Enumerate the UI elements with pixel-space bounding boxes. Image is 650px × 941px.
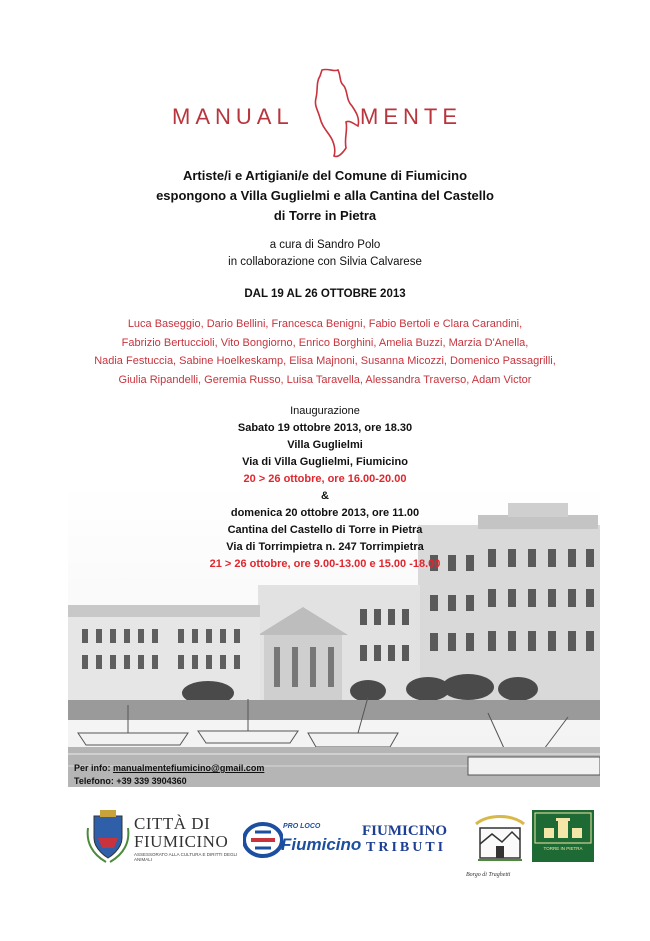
exhibition-dates: DAL 19 AL 26 OTTOBRE 2013 bbox=[244, 288, 406, 300]
title-line: Artiste/i e Artigiani/e del Comune di Fiumicino bbox=[182, 168, 468, 183]
proloco-top-text: PRO LOCO bbox=[283, 823, 321, 830]
curator-info bbox=[0, 237, 650, 271]
curator-line: a cura di Sandro Polo bbox=[269, 239, 381, 251]
artists-line: Luca Baseggio, Dario Bellini, Francesca Benigni, Fabio Bertoli e Clara Carandini, bbox=[127, 318, 523, 330]
events-section bbox=[0, 403, 650, 573]
exhibition-title bbox=[0, 166, 650, 226]
event2-hours: 21 > 26 ottobre, ore 9.00-13.00 e 15.00 -18.00 bbox=[209, 558, 441, 570]
tributi-line1: FIUMICINO bbox=[362, 823, 447, 839]
title-line: di Torre in Pietra bbox=[273, 208, 377, 223]
events-separator: & bbox=[321, 490, 329, 502]
event1-hours: 20 > 26 ottobre, ore 16.00-20.00 bbox=[243, 473, 407, 485]
proloco-fiumicino-logo bbox=[243, 818, 362, 860]
torre-emblem-icon bbox=[532, 810, 594, 846]
info-label: Per info: bbox=[74, 763, 111, 773]
citta-subtitle: ASSESSORATO ALLA CULTURA E DIRITTI DEGLI ANIMALI bbox=[134, 852, 238, 862]
artists-line: Nadia Festuccia, Sabine Hoelkeskamp, Elisa Majnoni, Susanna Micozzi, Domenico Passagrilli, bbox=[94, 355, 556, 367]
torre-in-pietra-logo bbox=[532, 810, 594, 862]
artists-list bbox=[70, 315, 580, 389]
email-link[interactable]: manualmentefiumicino@gmail.com bbox=[113, 763, 265, 773]
citta-line1: CITTÀ DI bbox=[134, 814, 211, 833]
borgo-caption: Borgo di Traghetti bbox=[466, 872, 511, 878]
italy-map-icon bbox=[308, 66, 364, 162]
citta-line2: FIUMICINO bbox=[134, 832, 229, 851]
manualmente-logo bbox=[170, 66, 500, 166]
borgo-emblem-icon bbox=[472, 810, 528, 868]
event1-date: Sabato 19 ottobre 2013, ore 18.30 bbox=[237, 422, 413, 434]
tributi-line2: TRIBUTI bbox=[366, 840, 447, 855]
torre-text: TORRE IN PIETRA bbox=[543, 846, 583, 851]
event1-place: Villa Guglielmi bbox=[287, 439, 363, 451]
event1-address: Via di Villa Guglielmi, Fiumicino bbox=[242, 456, 408, 468]
artists-line: Giulia Ripandelli, Geremia Russo, Luisa Taravella, Alessandra Traverso, Adam Victor bbox=[118, 373, 532, 386]
logo-text-right: MENTE bbox=[360, 104, 462, 129]
contact-info bbox=[74, 762, 264, 788]
citta-di-fiumicino-logo bbox=[86, 808, 246, 864]
collaboration-line: in collaborazione con Silvia Calvarese bbox=[228, 256, 422, 268]
logo-text-left: MANUAL bbox=[172, 104, 294, 129]
events-heading: Inaugurazione bbox=[290, 405, 360, 417]
proloco-name: Fiumicino bbox=[281, 835, 362, 854]
proloco-emblem-icon bbox=[243, 820, 283, 860]
event2-place: Cantina del Castello di Torre in Pietra bbox=[227, 524, 423, 536]
city-crest-icon bbox=[86, 808, 130, 864]
title-line: espongono a Villa Guglielmi e alla Cantina del Castello bbox=[156, 188, 494, 203]
event2-date: domenica 20 ottobre 2013, ore 11.00 bbox=[230, 507, 420, 519]
fiumicino-tributi-logo bbox=[362, 823, 470, 863]
sponsor-logos bbox=[0, 800, 650, 900]
borgo-di-traghetti-logo bbox=[466, 810, 528, 890]
artists-line: Fabrizio Bertuccioli, Vito Bongiorno, Enrico Borghini, Amelia Buzzi, Marzia D'Anella, bbox=[121, 336, 529, 349]
phone-number: Telefono: +39 339 3904360 bbox=[74, 776, 187, 786]
event2-address: Via di Torrimpietra n. 247 Torrimpietra bbox=[226, 541, 424, 553]
